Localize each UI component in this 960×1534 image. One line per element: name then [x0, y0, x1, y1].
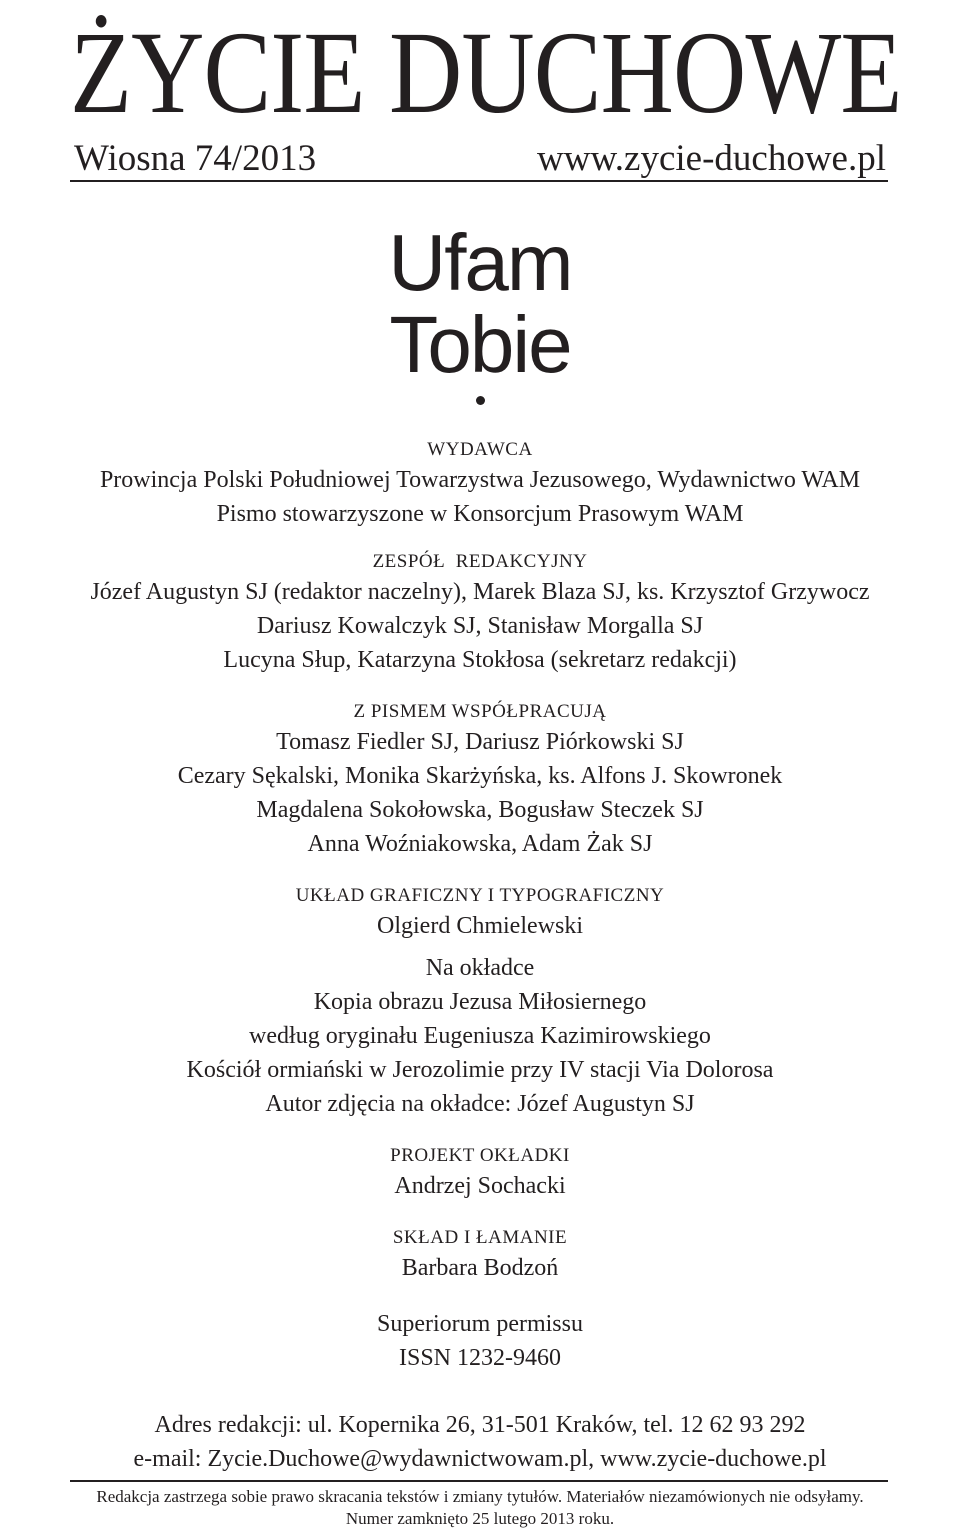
cover-designer-name: Andrzej Sochacki [394, 1173, 566, 1199]
cover-info-line: Autor zdjęcia na okładce: Józef Augustyn SJ [265, 1091, 695, 1117]
typesetting-block [0, 1225, 960, 1285]
collaborators-heading: Z PISMEM WSPÓŁPRACUJĄ [353, 701, 607, 722]
editorial-team-line: Dariusz Kowalczyk SJ, Stanisław Morgalla SJ [256, 613, 704, 639]
issue-label: Wiosna 74/2013 [74, 138, 317, 179]
editorial-team-line: Józef Augustyn SJ (redaktor naczelny), Marek Blaza SJ, ks. Krzysztof Grzywocz [90, 579, 870, 605]
typesetter-name: Barbara Bodzoń [401, 1255, 559, 1281]
website-url: www.zycie-duchowe.pl [537, 138, 886, 179]
cover-info-line: Kopia obrazu Jezusa Miłosiernego [313, 989, 647, 1015]
contact-email: e-mail: Zycie.Duchowe@wydawnictwowam.pl, www.zycie-duchowe.pl [133, 1446, 827, 1472]
issue-theme-title [0, 218, 960, 389]
bullet-ornament [476, 396, 485, 405]
publisher-heading: WYDAWCA [427, 439, 533, 460]
editorial-team-heading: ZESPÓŁ REDAKCYJNY [372, 551, 588, 572]
magazine-title: ŻYCIE DUCHOWE [70, 7, 902, 138]
cover-info-line: Na okładce [425, 955, 535, 981]
editorial-disclaimer: Redakcja zastrzega sobie prawo skracania tekstów i zmiany tytułów. Materiałów niezamówionych nie odsyłamy. [96, 1487, 864, 1506]
footer-divider [70, 1480, 888, 1482]
publisher-line: Pismo stowarzyszone w Konsorcjum Prasowym WAM [216, 501, 744, 527]
publisher-block [0, 437, 960, 531]
theme-line-2: Tobie [389, 300, 571, 389]
theme-line-1: Ufam [388, 218, 572, 307]
collaborators-line: Tomasz Fiedler SJ, Dariusz Piórkowski SJ [276, 729, 684, 755]
permissions-block [0, 1307, 960, 1375]
layout-designer-name: Olgierd Chmielewski [377, 913, 583, 939]
layout-design-block [0, 883, 960, 943]
issn-number: ISSN 1232-9460 [398, 1345, 561, 1371]
typesetting-heading: SKŁAD I ŁAMANIE [392, 1227, 568, 1248]
editorial-team-block [0, 549, 960, 677]
credits-section [0, 437, 960, 1375]
publisher-line: Prowincja Polski Południowej Towarzystwa Jezusowego, Wydawnictwo WAM [99, 467, 861, 493]
collaborators-line: Cezary Sękalski, Monika Skarżyńska, ks. Alfons J. Skowronek [177, 763, 783, 789]
masthead [70, 0, 902, 180]
collaborators-line: Magdalena Sokołowska, Bogusław Steczek SJ [256, 797, 704, 823]
superiorum-permissu: Superiorum permissu [377, 1311, 583, 1337]
masthead-divider [70, 180, 888, 182]
layout-design-heading: UKŁAD GRAFICZNY I TYPOGRAFICZNY [295, 885, 665, 906]
cover-info-line: według oryginału Eugeniusza Kazimirowskiego [249, 1023, 711, 1049]
cover-design-heading: PROJEKT OKŁADKI [390, 1145, 570, 1166]
editorial-address: Adres redakcji: ul. Kopernika 26, 31-501 Kraków, tel. 12 62 93 292 [154, 1412, 806, 1438]
contact-block [0, 1408, 960, 1476]
editorial-team-line: Lucyna Słup, Katarzyna Stokłosa (sekretarz redakcji) [223, 647, 737, 673]
cover-info-block [0, 951, 960, 1121]
cover-info-line: Kościół ormiański w Jerozolimie przy IV stacji Via Dolorosa [186, 1057, 774, 1083]
collaborators-block [0, 699, 960, 861]
collaborators-line: Anna Woźniakowska, Adam Żak SJ [307, 831, 653, 857]
closing-date: Numer zamknięto 25 lutego 2013 roku. [345, 1509, 615, 1528]
cover-design-block [0, 1143, 960, 1203]
footer-note [0, 1486, 960, 1530]
